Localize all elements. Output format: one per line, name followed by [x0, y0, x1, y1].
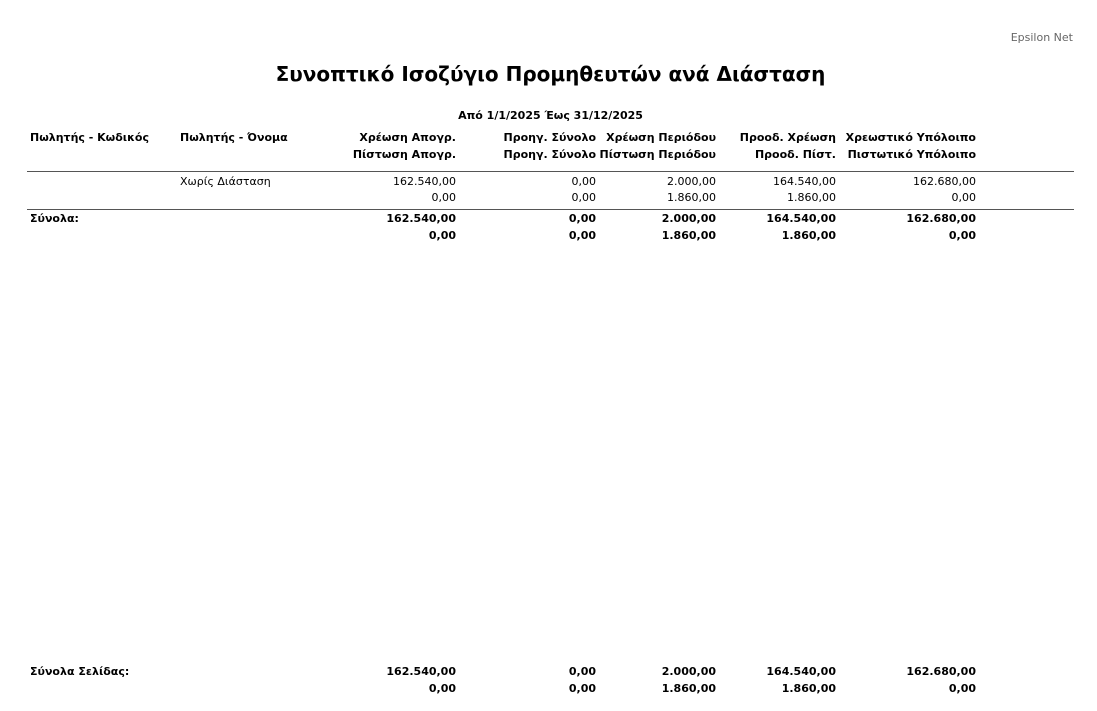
totals-opening-debit: 162.540,00 [386, 212, 456, 225]
totals-progressive-debit: 164.540,00 [766, 212, 836, 225]
page-totals-progressive-credit: 1.860,00 [781, 682, 836, 695]
page-totals-previous-credit: 0,00 [568, 682, 596, 695]
totals-previous-credit: 0,00 [568, 229, 596, 242]
totals-label: Σύνολα: [30, 212, 79, 225]
page-totals-opening-debit: 162.540,00 [386, 665, 456, 678]
header-debit-balance: Χρεωστικό Υπόλοιπο [845, 131, 976, 144]
header-period-debit: Χρέωση Περιόδου [606, 131, 716, 144]
page-totals-progressive-debit: 164.540,00 [766, 665, 836, 678]
page-totals-period-credit: 1.860,00 [661, 682, 716, 695]
page-totals-credit-balance: 0,00 [948, 682, 976, 695]
header-progressive-debit: Προοδ. Χρέωση [739, 131, 836, 144]
page-totals-period-debit: 2.000,00 [661, 665, 716, 678]
page-totals-opening-credit: 0,00 [428, 682, 456, 695]
totals-debit-balance: 162.680,00 [906, 212, 976, 225]
header-opening-credit: Πίστωση Απογρ. [352, 148, 456, 161]
header-divider [27, 171, 1074, 172]
header-period-credit: Πίστωση Περιόδου [599, 148, 716, 161]
row-previous-credit: 0,00 [571, 191, 596, 204]
totals-divider [27, 209, 1074, 210]
brand-label: Epsilon Net [1010, 31, 1073, 44]
header-progressive-credit: Προοδ. Πίστ. [754, 148, 836, 161]
report-title: Συνοπτικό Ισοζύγιο Προμηθευτών ανά Διάσταση [275, 62, 826, 86]
totals-opening-credit: 0,00 [428, 229, 456, 242]
row-progressive-credit: 1.860,00 [787, 191, 836, 204]
header-opening-debit: Χρέωση Απογρ. [359, 131, 456, 144]
row-opening-credit: 0,00 [431, 191, 456, 204]
totals-previous-debit: 0,00 [568, 212, 596, 225]
header-previous-debit: Προηγ. Σύνολο [503, 131, 596, 144]
row-name: Χωρίς Διάσταση [180, 175, 271, 188]
page-totals-debit-balance: 162.680,00 [906, 665, 976, 678]
header-credit-balance: Πιστωτικό Υπόλοιπο [847, 148, 976, 161]
header-name: Πωλητής - Όνομα [180, 131, 288, 144]
row-credit-balance: 0,00 [951, 191, 976, 204]
row-opening-debit: 162.540,00 [393, 175, 456, 188]
header-previous-credit: Προηγ. Σύνολο [503, 148, 596, 161]
report-period: Από 1/1/2025 Έως 31/12/2025 [458, 109, 643, 122]
page-totals-label: Σύνολα Σελίδας: [30, 665, 130, 678]
row-period-credit: 1.860,00 [667, 191, 716, 204]
totals-credit-balance: 0,00 [948, 229, 976, 242]
row-debit-balance: 162.680,00 [913, 175, 976, 188]
totals-period-credit: 1.860,00 [661, 229, 716, 242]
header-code: Πωλητής - Κωδικός [30, 131, 149, 144]
row-progressive-debit: 164.540,00 [773, 175, 836, 188]
row-period-debit: 2.000,00 [667, 175, 716, 188]
totals-period-debit: 2.000,00 [661, 212, 716, 225]
row-previous-debit: 0,00 [571, 175, 596, 188]
page-totals-previous-debit: 0,00 [568, 665, 596, 678]
totals-progressive-credit: 1.860,00 [781, 229, 836, 242]
